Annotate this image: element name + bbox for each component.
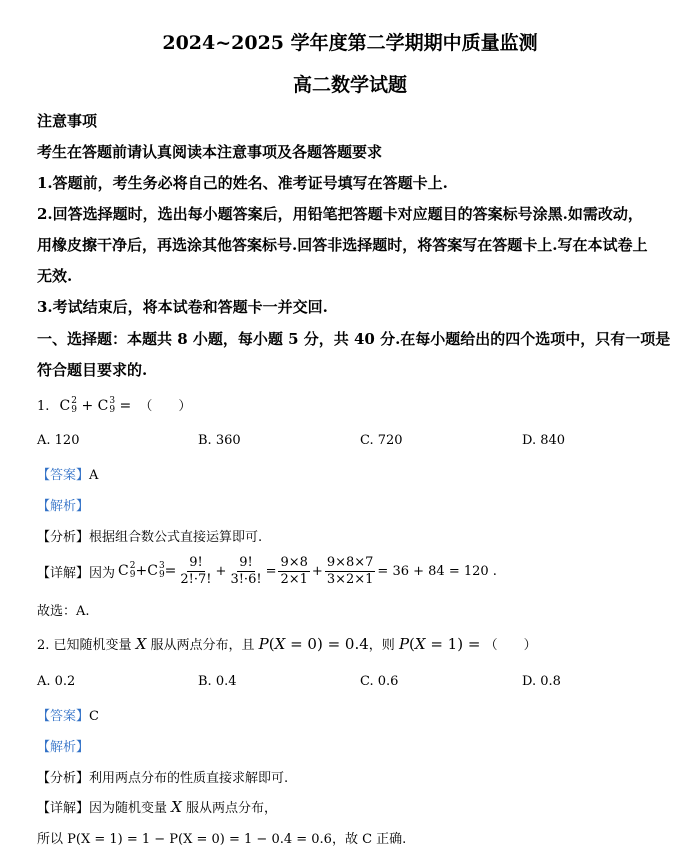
q2-mid: 服从两点分布，且 <box>150 638 255 653</box>
detail-tag: 【详解】 <box>37 565 90 581</box>
notice-intro: 考生在答题前请认真阅读本注意事项及各题答题要求 <box>37 143 383 161</box>
question-2-option-b: B. 0.4 <box>198 674 237 689</box>
fenxi-tag: 【分析】 <box>37 771 90 786</box>
fraction-4: $\frac{9\times 8\times 7}{3\times 2\times 1}$ <box>326 554 374 587</box>
notice-item-1: 1.答题前，考生务必将自己的姓名、准考证号填写在答题卡上. <box>37 174 448 192</box>
fenxi-text: 根据组合数公式直接运算即可. <box>89 530 263 545</box>
question-1-analysis-tag: 【解析】 <box>37 499 90 514</box>
fraction-3: $\frac{9\times 8}{2\times 1}$ <box>280 554 308 587</box>
question-1-conclusion: 故选：A. <box>37 604 90 619</box>
question-2-blank: （ ） <box>484 638 537 653</box>
question-2-option-d: D. 0.8 <box>522 674 561 689</box>
notice-heading: 注意事项 <box>37 112 98 130</box>
question-1-option-c: C. 720 <box>360 433 403 448</box>
question-2-stem: 2. 已知随机变量 X 服从两点分布，且 P(X = 0) = 0.4，则 P(X = 1) = （ ） <box>37 635 537 653</box>
notice-item-2-line-1: 2.回答选择题时，选出每小题答案后，用铅笔把答题卡对应题目的答案标号涂黑.如需改动， <box>37 205 643 223</box>
question-1-blank: （ ） <box>139 399 192 414</box>
question-2-option-a: A. 0.2 <box>37 674 76 689</box>
question-1-fenxi <box>37 526 262 545</box>
question-2-answer <box>37 705 99 724</box>
question-2-fenxi <box>37 767 288 786</box>
detail-text: 因为随机变量 <box>89 801 168 816</box>
notice-item-2-line-3: 无效. <box>37 267 73 285</box>
question-2-last-line: 所以 P(X = 1) = 1 − P(X = 0) = 1 − 0.4 = 0.6，故 C 正确. <box>37 832 407 847</box>
question-1-answer <box>37 464 98 483</box>
question-1-stem <box>37 395 191 415</box>
question-1-option-b: B. 360 <box>198 433 241 448</box>
answer-value: A <box>89 468 99 483</box>
page-subtitle: 高二数学试题 <box>292 74 407 96</box>
q2-mid2: ，则 <box>368 638 395 653</box>
section-1-heading-line-2: 符合题目要求的. <box>37 361 148 379</box>
fenxi-tag: 【分析】 <box>37 530 90 545</box>
fraction-2: $\frac{9!}{3!\cdot 6!}$ <box>230 554 262 587</box>
question-1-number: 1. <box>37 399 50 414</box>
question-1-option-a: A. 120 <box>37 433 80 448</box>
question-2-analysis-tag: 【解析】 <box>37 740 90 755</box>
notice-item-2-line-2: 用橡皮擦干净后，再选涂其他答案标号.回答非选择题时，将答案写在答题卡上.写在本试卷上 <box>37 236 648 254</box>
question-2-option-c: C. 0.6 <box>360 674 399 689</box>
notice-item-3: 3.考试结束后，将本试卷和答题卡一并交回. <box>37 298 328 316</box>
answer-tag: 【答案】 <box>37 468 90 483</box>
fenxi-text: 利用两点分布的性质直接求解即可. <box>89 771 289 786</box>
page-title: 2024~2025 学年度第二学期期中质量监测 <box>162 32 538 54</box>
q2-ask: P(X = 1) = <box>398 635 481 653</box>
detail-formula: C 2 9 +C 3 9 = <box>118 561 177 580</box>
detail-tag: 【详解】 <box>37 801 90 816</box>
detail-prefix: 因为 <box>89 565 116 581</box>
answer-tag: 【答案】 <box>37 709 90 724</box>
question-1-detail: 【详解】 因为 C 2 9 +C 3 9 = $\frac{9!}{2!\cdot 7!}$ + $\frac{9!}{3!\cdot 6!}$ = $\frac{9\times 8}{2\times 1}$ + $\frac{9\times 8\times 7}{3\times 2\times 1}$ = 36 + 84 = 120 . <box>37 554 497 587</box>
answer-value: C <box>89 709 99 724</box>
detail-end: 服从两点分布， <box>186 801 278 816</box>
detail-result: = 36 + 84 = 120 . <box>377 563 497 579</box>
q2-prefix: 2. 已知随机变量 <box>37 638 132 653</box>
question-1-option-d: D. 840 <box>522 433 566 448</box>
section-1-heading-line-1: 一、选择题：本题共 8 小题，每小题 5 分，共 40 分.在每小题给出的四个选项中，只有一项是 <box>37 330 671 348</box>
fraction-1: $\frac{9!}{2!\cdot 7!}$ <box>180 554 212 587</box>
question-2-detail: 【详解】因为随机变量 X 服从两点分布， <box>37 798 278 816</box>
q2-cond: P(X = 0) = 0.4 <box>258 635 369 653</box>
question-1-formula: C 2 9 + C 3 9 = <box>59 396 132 415</box>
